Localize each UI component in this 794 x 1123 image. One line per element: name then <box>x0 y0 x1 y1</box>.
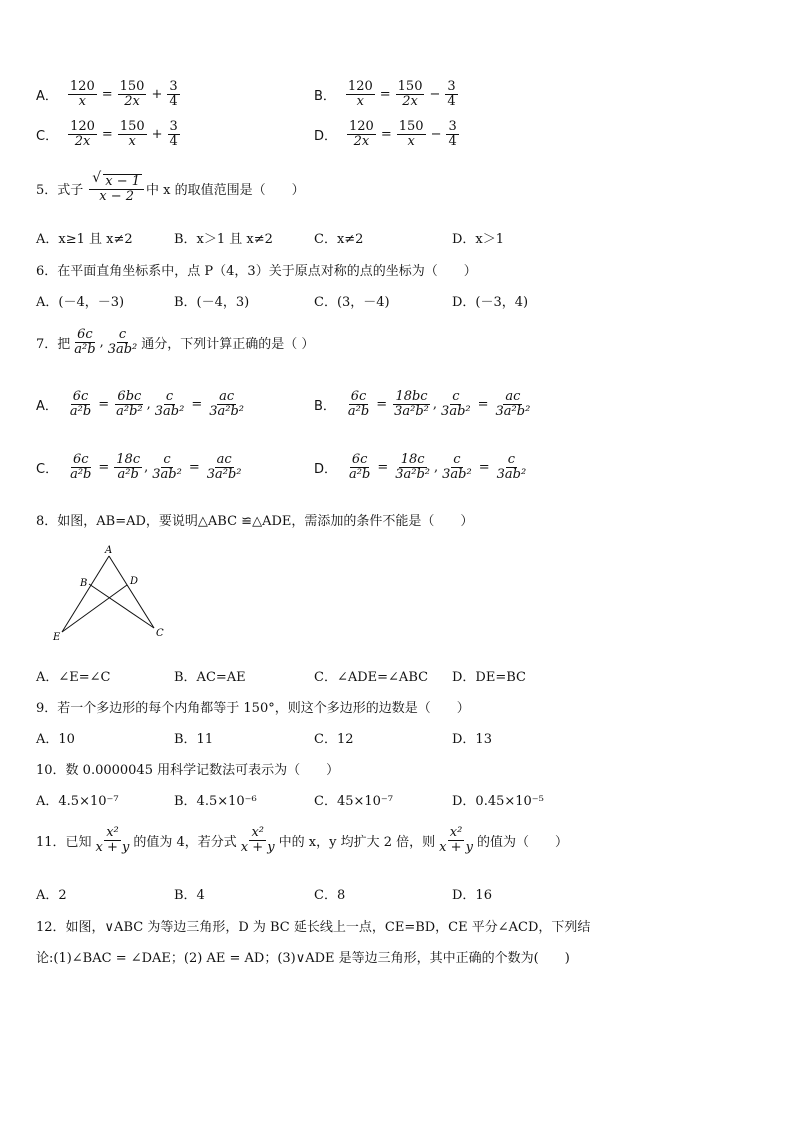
fraction: $\frac{\text{x²}}{x + y}$ <box>439 825 473 855</box>
q6-option-c[interactable]: C．(3，－4) <box>314 295 390 310</box>
fraction: $\frac{150}{x}$ <box>398 119 424 149</box>
q11-option-a[interactable]: A．2 <box>36 888 67 903</box>
fraction: $\frac{\text{x²}}{x + y}$ <box>240 825 275 855</box>
question-9: 9．若一个多边形的每个内角都等于 150°，则这个多边形的边数是（ ） <box>36 701 470 716</box>
q5-option-a[interactable]: A．x≥1 且 x≠2 <box>36 232 133 247</box>
fraction: $\frac{3}{4}$ <box>169 79 178 109</box>
fraction: $\frac{150}{2x}$ <box>397 79 423 109</box>
q5-option-d[interactable]: D．x＞1 <box>452 232 505 247</box>
q4-option-c[interactable]: C． $\frac{120}{2x}$ = $\frac{150}{x}$ + $\frac{3}{4}$ <box>36 119 178 149</box>
q9-option-a[interactable]: A．10 <box>36 732 75 747</box>
q10-option-c[interactable]: C．45×10⁻⁷ <box>314 794 393 809</box>
q6-option-d[interactable]: D．(－3，4) <box>452 295 529 310</box>
q11-option-d[interactable]: D．16 <box>452 888 492 903</box>
fraction: $\frac{c}{\text{3ab²}}$ <box>107 327 138 357</box>
q4-option-a[interactable]: A． $\frac{120}{x}$ = $\frac{150}{2x}$ + $\frac{3}{4}$ <box>36 79 178 109</box>
q10-option-d[interactable]: D．0.45×10⁻⁵ <box>452 794 544 809</box>
q11-option-c[interactable]: C．8 <box>314 888 346 903</box>
edge-DE <box>62 585 127 632</box>
q7-option-d[interactable]: D． $\frac{6c}{\text{a²b}}$ = $\frac{18c}{\text{3a²b²}}$ , $\frac{c}{\text{3ab²}}$ = $\frac{c}{\text{3ab²}}$ <box>314 452 527 482</box>
q7-option-c[interactable]: C． $\frac{6c}{\text{a²b}}$ = $\frac{18c}{\text{a²b}}$ , $\frac{c}{\text{3ab²}}$ = $\frac{ac}{\text{3a²b²}}$ <box>36 452 242 482</box>
q4-option-b[interactable]: B． $\frac{120}{x}$ = $\frac{150}{2x}$ − $\frac{3}{4}$ <box>314 79 456 109</box>
question-11: 11．已知 $\frac{\text{x²}}{x + y}$ 的值为 4，若分式 $\frac{\text{x²}}{x + y}$ 中的 x，y 均扩大 2 倍，则 $\frac{\text{x²}}{x + y}$ 的值为（ ） <box>36 825 568 855</box>
q8-option-d[interactable]: D．DE=BC <box>452 670 526 685</box>
q4-option-d[interactable]: D． $\frac{120}{2x}$ = $\frac{150}{x}$ − $\frac{3}{4}$ <box>314 119 457 149</box>
vertex-label-b: B <box>80 578 88 589</box>
triangle-figure <box>48 544 178 644</box>
fraction: $\frac{3}{4}$ <box>448 119 457 149</box>
fraction: $\frac{\text{x²}}{x + y}$ <box>95 825 130 855</box>
fraction: $\frac{120}{2x}$ <box>349 119 374 149</box>
q8-option-a[interactable]: A．∠E=∠C <box>36 670 111 685</box>
question-5: 5．式子 √ $\frac{x - 1}{x - 2}$ 中 x 的取值范围是（ ） <box>36 174 305 203</box>
fraction: $\frac{150}{x}$ <box>119 119 145 149</box>
q6-option-a[interactable]: A．(－4，－3) <box>36 295 125 310</box>
q10-option-a[interactable]: A．4.5×10⁻⁷ <box>36 794 119 809</box>
q7-option-a[interactable]: A． $\frac{6c}{\text{a²b}}$ = $\frac{6bc}{\text{a²b²}}$ , $\frac{c}{\text{3ab²}}$ = $\frac{ac}{\text{3a²b²}}$ <box>36 389 244 419</box>
question-8: 8．如图，AB=AD，要说明△ABC ≌△ADE，需添加的条件不能是（ ） <box>36 514 474 529</box>
q11-option-b[interactable]: B．4 <box>174 888 205 903</box>
edge-AE <box>62 556 109 632</box>
fraction: $\frac{150}{2x}$ <box>119 79 145 109</box>
vertex-label-a: A <box>105 545 113 556</box>
q9-option-b[interactable]: B．11 <box>174 732 214 747</box>
vertex-label-e: E <box>53 632 61 643</box>
question-6: 6．在平面直角坐标系中，点 P（4，3）关于原点对称的点的坐标为（ ） <box>36 264 477 279</box>
fraction: $\frac{6c}{\text{a²b}}$ <box>74 327 96 357</box>
q5-option-c[interactable]: C．x≠2 <box>314 232 364 247</box>
question-12-line-2: 论:(1)∠BAC = ∠DAE；(2) AE = AD；(3)∨ADE 是等边三角形，其中正确的个数为( ) <box>36 951 570 966</box>
fraction: $\frac{3}{4}$ <box>169 119 178 149</box>
question-12-line-1: 12．如图，∨ABC 为等边三角形，D 为 BC 延长线上一点，CE=BD，CE 平分∠ACD，下列结 <box>36 920 591 935</box>
vertex-label-c: C <box>156 628 164 639</box>
q7-option-b[interactable]: B． $\frac{6c}{\text{a²b}}$ = $\frac{18bc}{\text{3a²b²}}$ , $\frac{c}{\text{3ab²}}$ = $\frac{ac}{\text{3a²b²}}$ <box>314 389 531 419</box>
q6-option-b[interactable]: B．(－4，3) <box>174 295 250 310</box>
q9-option-c[interactable]: C．12 <box>314 732 354 747</box>
fraction: $\frac{3}{4}$ <box>447 79 456 109</box>
edge-AC <box>109 556 154 628</box>
vertex-label-d: D <box>130 576 139 587</box>
fraction: $\frac{120}{x}$ <box>347 79 373 109</box>
fraction: √ $\frac{x - 1}{x - 2}$ <box>89 174 144 203</box>
fraction: $\frac{120}{2x}$ <box>70 119 95 149</box>
question-7: 7．把 $\frac{6c}{\text{a²b}}$ , $\frac{c}{\text{3ab²}}$ 通分，下列计算正确的是（ ） <box>36 327 315 357</box>
fraction: $\frac{120}{x}$ <box>69 79 95 109</box>
q8-option-b[interactable]: B．AC=AE <box>174 670 246 685</box>
q8-option-c[interactable]: C．∠ADE=∠ABC <box>314 670 429 685</box>
q9-option-d[interactable]: D．13 <box>452 732 492 747</box>
q10-option-b[interactable]: B．4.5×10⁻⁶ <box>174 794 257 809</box>
q5-option-b[interactable]: B．x＞1 且 x≠2 <box>174 232 273 247</box>
question-10: 10．数 0.0000045 用科学记数法可表示为（ ） <box>36 763 340 778</box>
